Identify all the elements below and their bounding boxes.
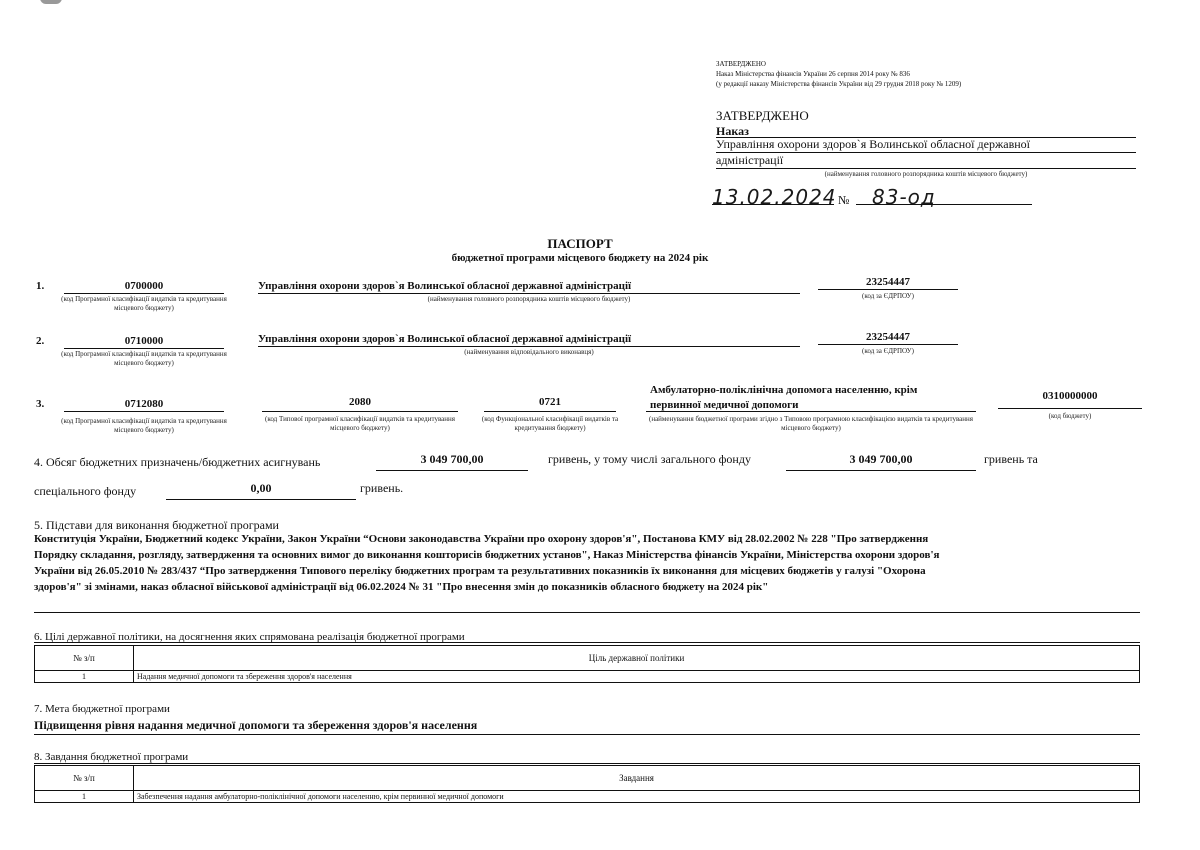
passport-subtitle: бюджетної програми місцевого бюджету на 2024 рік (451, 252, 709, 264)
number-sign: № (838, 193, 850, 207)
section4-tail: гривень та (984, 452, 1038, 466)
authority-line-2: адміністрації (716, 153, 784, 167)
section5-line-4: здоров'я" зі змінами, наказ обласної військової адміністрації від 06.02.2024 № 31 "Про внесення змін до показників обласного бюджету на 2024 рік" (34, 581, 769, 593)
authority-underline-2 (716, 168, 1136, 169)
row3-code-caption: (код Програмної класифікації видатків та кредитування місцевого бюджету) (61, 417, 227, 434)
row3-functional-code: 0721 (539, 396, 561, 408)
row2-name-caption: (найменування відповідального виконавця) (464, 348, 594, 356)
row2-code-caption: (код Програмної класифікації видатків та кредитування місцевого бюджету) (61, 350, 227, 367)
section7-label: 7. Мета бюджетної програми (34, 703, 170, 715)
row3-program-caption: (найменування бюджетної програми згідно з Типовою програмною класифікацією видатків та кредитування місцевого бюджету) (649, 415, 973, 432)
section4-special-underline (166, 499, 356, 500)
section4-special-tail: гривень. (360, 481, 404, 495)
row3-code-underline (64, 411, 224, 412)
row1-edrpou-underline (818, 289, 958, 290)
section4-total-underline (376, 470, 528, 471)
tasks-row-num: 1 (35, 791, 134, 803)
row3-program-name-1: Амбулаторно-поліклінічна допомога населенню, крім (650, 384, 918, 396)
scan-artifact (40, 0, 62, 4)
goals-col-goal: Ціль державної політики (134, 646, 1140, 671)
row3-budget-caption: (код бюджету) (1048, 412, 1092, 420)
goals-header-row (35, 646, 1140, 671)
section4-special: 0,00 (250, 481, 272, 495)
order-line-1: Наказ Міністерства фінансів України 26 серпня 2014 року № 836 (716, 70, 910, 78)
row3-budget-code: 0310000000 (1042, 390, 1098, 402)
order-word: Наказ (716, 124, 749, 138)
handwritten-date: 13.02.2024 (712, 185, 837, 209)
goals-col-num: № з/п (35, 646, 134, 671)
tasks-col-task: Завдання (134, 766, 1140, 791)
row3-program-underline (646, 411, 976, 412)
row1-code-underline (64, 293, 224, 294)
row2-edrpou-caption: (код за ЄДРПОУ) (862, 347, 914, 355)
handwritten-number: 83-од (872, 185, 936, 209)
row3-budget-underline (998, 408, 1142, 409)
section4-total: 3 049 700,00 (420, 452, 484, 466)
row1-name-underline (258, 293, 800, 294)
section7-text: Підвищення рівня надання медичної допомоги та збереження здоров'я населення (34, 718, 478, 732)
section4-label: 4. Обсяг бюджетних призначень/бюджетних асигнувань (34, 455, 321, 469)
row3-program-name-2: первинної медичної допомоги (650, 399, 799, 411)
row3-typical-caption: (код Типової програмної класифікації видатків та кредитування місцевого бюджету) (265, 415, 455, 432)
row3-functional-underline (484, 411, 616, 412)
row2-edrpou: 23254447 (866, 331, 910, 343)
tasks-table (34, 765, 1140, 803)
approved-small: ЗАТВЕРДЖЕНО (716, 60, 766, 68)
row1-code-caption: (код Програмної класифікації видатків та кредитування місцевого бюджету) (61, 295, 227, 312)
table-row (35, 791, 1140, 803)
row3-code: 0712080 (124, 398, 164, 410)
number-underline (856, 204, 1032, 205)
approved-heading: ЗАТВЕРДЖЕНО (716, 108, 809, 123)
section5-line-3: України від 26.05.2010 № 283/437 “Про затвердження Типового переліку бюджетних програм та результативних показників їх виконання для місцевих бюджетів у галузі "Охорона (34, 565, 926, 577)
row1-name: Управління охорони здоров`я Волинської обласної державної адміністрації (258, 280, 632, 292)
order-line-2: (у редакції наказу Міністерства фінансів України від 29 грудня 2018 року № 1209) (716, 80, 962, 88)
row2-edrpou-underline (818, 344, 958, 345)
table-row (35, 671, 1140, 683)
section8-label: 8. Завдання бюджетної програми (34, 751, 189, 763)
section5-line-1: Конституція України, Бюджетний кодекс України, Закон України “Основи законодавства України про охорону здоров'я", Постанова КМУ від 28.02.2002 № 228 "Про затвердження (34, 533, 929, 545)
section4-general-underline (786, 470, 976, 471)
row3-typical-code: 2080 (349, 396, 371, 408)
section5-divider (34, 612, 1140, 613)
row3-functional-caption: (код Функціональної класифікації видатків та кредитування бюджету) (481, 415, 619, 432)
tasks-col-num: № з/п (35, 766, 134, 791)
row1-number: 1. (36, 280, 45, 292)
date-underline (712, 204, 834, 205)
tasks-header-row (35, 766, 1140, 791)
section6-divider (34, 642, 1140, 643)
section4-mid-text: гривень, у тому числі загального фонду (548, 452, 751, 466)
section7-divider (34, 734, 1140, 735)
goals-row-num: 1 (35, 671, 134, 683)
section4-special-label: спеціального фонду (34, 484, 137, 498)
row1-edrpou-caption: (код за ЄДРПОУ) (862, 292, 914, 300)
goals-row-text: Надання медичної допомоги та збереження здоров'я населення (134, 671, 1140, 683)
row1-code: 0700000 (124, 280, 164, 292)
authority-caption: (найменування головного розпорядника коштів місцевого бюджету) (824, 170, 1028, 178)
section5-label: 5. Підстави для виконання бюджетної програми (34, 518, 279, 532)
section4-general: 3 049 700,00 (849, 452, 913, 466)
authority-line-1: Управління охорони здоров`я Волинської обласної державної (716, 137, 1030, 151)
section8-divider (34, 763, 1140, 764)
row2-name: Управління охорони здоров`я Волинської обласної державної адміністрації (258, 333, 632, 345)
tasks-row-text: Забезпечення надання амбулаторно-поліклінічної допомоги населенню, крім первинної медичної допомоги (134, 791, 1140, 803)
row2-name-underline (258, 346, 800, 347)
goals-table (34, 645, 1140, 683)
section6-label: 6. Цілі державної політики, на досягнення яких спрямована реалізація бюджетної програми (34, 631, 465, 643)
row2-code: 0710000 (124, 335, 164, 347)
row1-name-caption: (найменування головного розпорядника коштів місцевого бюджету) (427, 295, 631, 303)
row2-code-underline (64, 348, 224, 349)
section5-line-2: Порядку складання, розгляду, затвердження та основних вимог до виконання кошторисів бюджетних установ", Наказ Міністерства фінансів України, Міністерства охорони здоров'я (34, 549, 940, 561)
row3-number: 3. (36, 398, 45, 410)
row3-typical-underline (262, 411, 458, 412)
row2-number: 2. (36, 335, 45, 347)
passport-title: ПАСПОРТ (547, 236, 613, 251)
row1-edrpou: 23254447 (866, 276, 910, 288)
